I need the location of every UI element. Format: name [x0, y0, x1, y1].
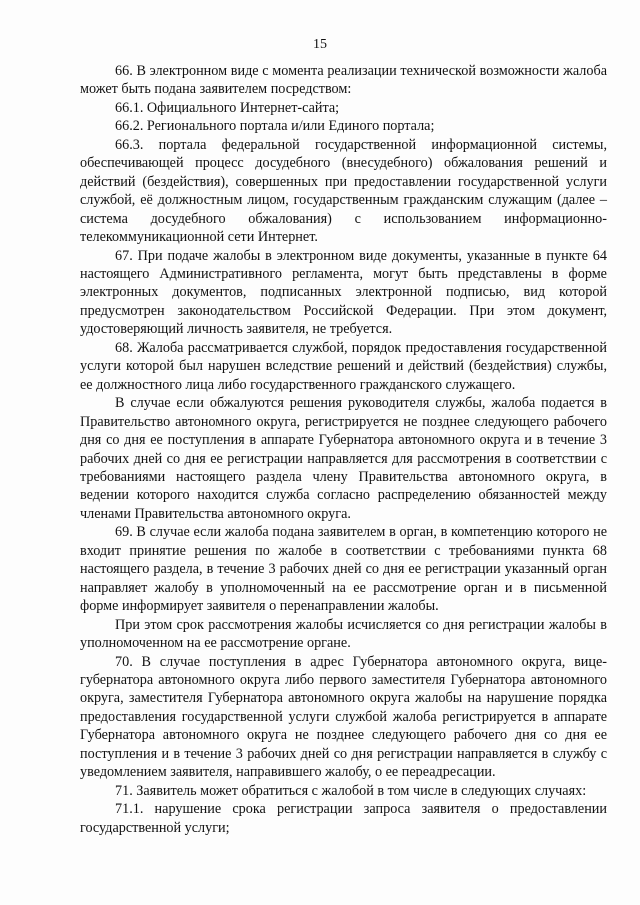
paragraph-68-continued: В случае если обжалуются решения руководителя службы, жалоба подается в Правительство автономного округа, регистрируется не позднее следующего рабочего дня со дня ее поступления в аппарате Губернатора автономного округа и в течение 3 рабочих дней со дня ее регистрации направляется для рассмотрения в соответствии с требованиями настоящего раздела члену Правительства автономного округа, в ведении которого находится служба согласно распределению обязанностей между членами Правительства автономного округа. — [80, 395, 607, 522]
paragraph-68: 68. Жалоба рассматривается службой, порядок предоставления государственной услуги которой был нарушен вследствие решений и действий (бездействия) службы, ее должностного лица либо государственного гражданского служащего. — [80, 339, 607, 393]
paragraph-69: 69. В случае если жалоба подана заявителем в орган, в компетенцию которого не входит принятие решения по жалобе в соответствии с требованиями пункта 68 настоящего раздела, в течение 3 рабочих дней со дня ее регистрации указанный орган направляет жалобу в уполномоченный на ее рассмотрение орган и в письменной форме информирует заявителя о перенаправлении жалобы. — [80, 524, 607, 615]
paragraph-66-1: 66.1. Официального Интернет-сайта; — [115, 99, 340, 116]
page-number: 15 — [313, 37, 327, 52]
paragraph-66-3: 66.3. портала федеральной государственной информационной системы, обеспечивающей процесс досудебного (внесудебного) обжалования решений и действий (бездействия), совершенных при предоставлении государственной услуги службой, её должностным лицом, государственным гражданским служащим (далее – система досудебного обжалования) с использованием информационно-телекоммуникационной сети Интернет. — [80, 136, 607, 246]
paragraph-69-continued: При этом срок рассмотрения жалобы исчисляется со дня регистрации жалобы в уполномоченном на ее рассмотрение органе. — [80, 616, 607, 652]
paragraph-66-2: 66.2. Регионального портала и/или Единого портала; — [115, 118, 435, 135]
paragraph-71-1: 71.1. нарушение срока регистрации запроса заявителя о предоставлении государственной услуги; — [80, 801, 607, 836]
paragraph-66: 66. В электронном виде с момента реализации технической возможности жалоба может быть подана заявителем посредством: — [80, 63, 607, 98]
paragraph-67: 67. При подаче жалобы в электронном виде документы, указанные в пункте 64 настоящего Административного регламента, могут быть представлены в форме электронных документов, подписанных электронной подписью, вид которой предусмотрен законодательством Российской Федерации. При этом документ, удостоверяющий личность заявителя, не требуется. — [80, 247, 607, 338]
document-body — [80, 62, 607, 837]
paragraph-70: 70. В случае поступления в адрес Губернатора автономного округа, вице-губернатора автономного округа либо первого заместителя Губернатора автономного округа, заместителя Губернатора автономного округа жалобы на нарушение порядка предоставления государственной услуги службой жалоба регистрируется в аппарате Губернатора автономного округа не позднее следующего рабочего дня со дня ее поступления и в течение 3 рабочих дней со дня регистрации направляется в службу с уведомлением заявителя, направившего жалобу, о ее переадресации. — [80, 653, 607, 781]
paragraph-71: 71. Заявитель может обратиться с жалобой в том числе в следующих случаях: — [115, 782, 587, 799]
